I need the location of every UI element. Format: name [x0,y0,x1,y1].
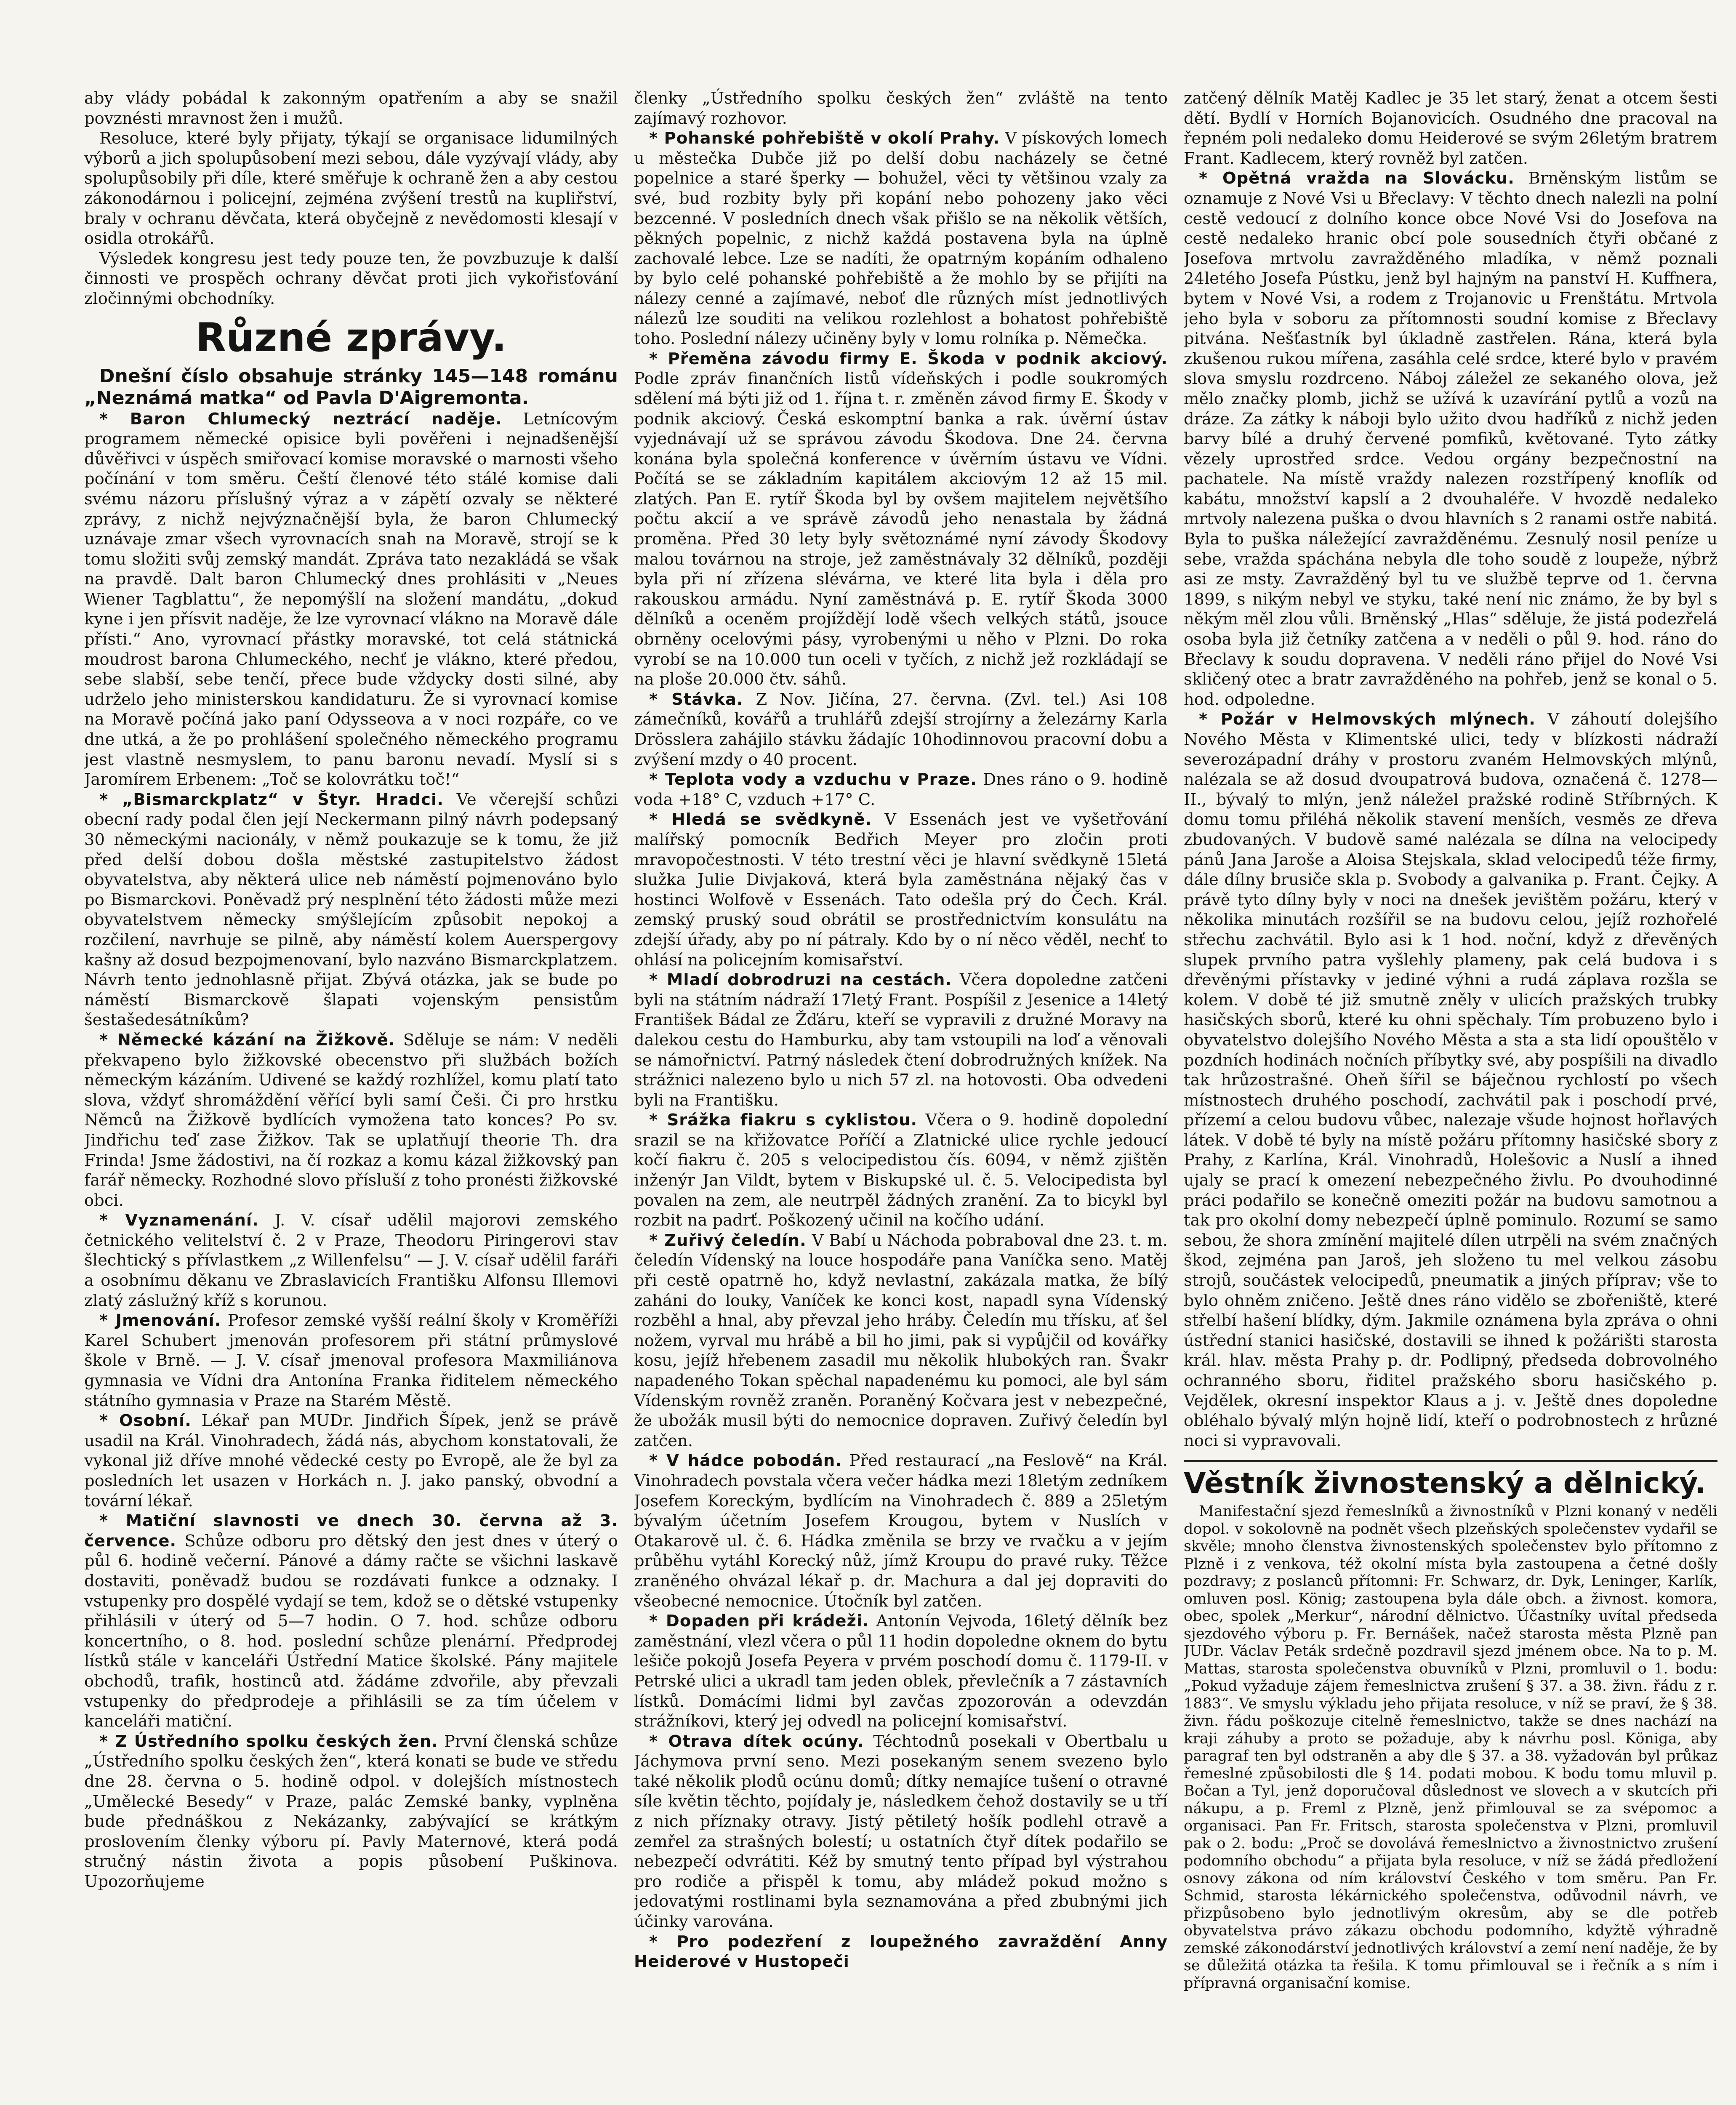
article-text: V Essenách jest ve vyšetřování malířský pomocník Bedřich Meyer pro zločin proti mravopočestnosti. V této trestní věci je hlavní svědkyně 15letá služka Julie Divjaková, která byla zaměstnána nějaký čas v hostinci Wolfově v Essenách. Tato odešla prý do Čech. Král. zemský pruský soud obrátil se prostřednictvím konsulátu na zdejší úřady, aby po ní pátraly. Kdo by o ní něco věděl, nechť to ohlásí na policejním komisařství. [634,810,1168,970]
column-2-articles [634,88,1168,1972]
article-heading: * Mladí dobrodruzi na cestách. [649,970,952,990]
article-text: Brněnským listům se oznamuje z Nové Vsi u Břeclavy: V těchto dnech nalezli na polní cestě vedoucí z dolního konce obce Nové Vsi do Josefova na cestě nedaleko hranic obcí pole sousedních čtyři občané z Josefova mrtvolu zavražděného mladíka, v němž poznali 24letého Josefa Pústku, jenž byl hajným na panství H. Kuffnera, bytem v Nové Vsi, a rodem z Trojanovic u Frenštátu. Mrtvola jeho byla v soboru za přítomnosti soudní komise z Břeclavy pitvána. Nešťastník byl úkladně zastřelen. Rána, která byla zkušenou rukou mířena, zasáhla celé srdce, které bylo v pravém slova smyslu rozdrceno. Náboj záležel ze sekaného olova, jež mělo značky plomb, jichž se užívá k uzavírání pytlů a vozů na dráze. Za zátky k náboji bylo užito dvou hadříků z nichž jeden barvy bílé a druhý červené pomfiků, květované. Tyto zátky vězely uprostřed srdce. Vedou orgány bezpečnostní na pachatele. Na místě vraždy nalezen rozstřípený knoflík od kabátu, množství kapslí a 2 dvouhaléře. V hvozdě nedaleko mrtvoly nalezena puška o dvou hlavních s 2 ranami ostře nabitá. Byla to puška náležející zavražděnému. Zesnulý nosil peníze u sebe, vražda spáchána nebyla dle toho soudě z loupeže, nýbrž asi ze msty. Zavražděný byl tu ve službě teprve od 1. června 1899, s nikým nebyl ve styku, také není nic známo, že by byl s někým měl zlou vůli. Brněnský „Hlas“ sděluje, že jistá podezřelá osoba byla již četníky zatčena a v neděli o půl 9. hod. ráno do Břeclavy k soudu dopravena. V neděli ráno přijel do Nové Vsi skličený otec a bratr zavražděného na pohřeb, jenž se konal o 5. hod. odpoledne. [1184,169,1717,709]
news-article [634,1732,1168,1932]
article-heading: * Přeměna závodu firmy E. Škoda v podnik akciový. [649,349,1168,368]
article-heading: * Osobní. [99,1411,192,1431]
news-article [634,1231,1168,1451]
article-text: Podle zpráv finančních listů vídeňských i podle soukromých sdělení má býti již od 1. října t. r. změněn závod firmy E. Škody v podnik akciový. Česká eskomptní banka a rak. úvěrní ústav vyjednávají už se správou závodu Škodova. Dne 24. června konána byla společná konference v úvěrním ústavu ve Vídni. Počítá se se základním kapitálem akciovým 12 až 15 mil. zlatých. Pan E. rytíř Škoda byl by ovšem majitelem největšího počtu akcií a ve správě závodů jeho nenastala by žádná proměna. Před 30 lety byly světoznámé nyní závody Škodovy malou továrnou na stroje, jež zaměstnávaly 32 dělníků, později byla při ní zřízena slévárna, ve které lita byla i děla pro rakouskou armádu. Nyní zaměstnává p. E. rytíř Škoda 3000 dělníků a oceněm projíždějí lodě všech velkých států, jsouce obrněny ocelovými pásy, vyrobenými u něho v Plzni. Do roka vyrobí se na 10.000 tun oceli v tyčích, z nichž jež rozkládají se na ploše 20.000 čtv. sáhů. [634,369,1168,689]
article-heading: * Opětná vražda na Slovácku. [1199,169,1515,188]
news-article [84,790,618,1030]
article-heading: * Matiční slavnosti ve dnech 30. června až 3. července. [84,1511,618,1551]
article-heading: * Z Ústředního spolku českých žen. [99,1732,438,1751]
column-3 [1184,88,1717,2105]
article-heading: * „Bismarckplatz“ v Štyr. Hradci. [99,790,444,809]
article-text: V záhoutí dolejšího Nového Města v Klimentské ulici, tedy v blízkosti nádraží severozápadní dráhy v prostoru zvaném Helmovských mlýnů, nalézala se až dosud dvoupatrová budova, označená č. 1278—II., bývalý to mlýn, jenž náležel pražské rodině Stříbrných. K domu tomu přiléhá několik stavení menších, vesměs ze dřeva zbudovaných. V budově samé nalézala se dílna na velocipedy pánů Jana Jaroše a Aloisa Stejskala, sklad velocipedů téže firmy, dále dílny brusiče skla p. Svobody a galvanika p. Frant. Čejky. A právě tyto dílny byly v noci na dnešek jevištěm požáru, který v několika minutách rozšířil se na budovu celou, jejíž rozhořelé střechu zachvátil. Bylo asi k 1 hod. noční, když z dřevěných slupek prvního patra vyšlehly plameny, pak celá budova i s dřevěnými přístavky v jediné výhni a rudá záplava rozšla se kolem. V době té již smutně zněly v ulicích pražských trubky hasičských sborů, které ku ohni spěchaly. Tím probuzeno bylo i obyvatelstvo dolejšího Nového Města a sta a sta lidí opouštělo v pozdních hodinách nočních příbytky své, aby pospíšili na divadlo tak hrůzostrašné. Oheň šířil se báječnou rychlostí po všech místnostech druhého poschodí, zachvátil pak i poschodí prvé, přízemí a celou budovu vůbec, nalezaje všude hojnost hořlavých látek. V době té byly na místě požáru přítomny hasičské sbory z Prahy, z Karlína, Král. Vinohradů, Holešovic a Nuslí a ihned ujaly se prací k omezení nebezpečného živlu. Po dvouhodinné práci podařilo se konečně omeziti požár na budovu samotnou a tak pro okolní domy nebezpečí úplně pominulo. Rozumí se samo sebou, že shora zmínění majitelé dílen utrpěli na svém značných škod, zejména pan Jaroš, jeh složeno tu mel velkou zásobu strojů, součástek velocipedů, pneumatik a jiných příprav; vše to bylo ohněm zničeno. Ještě dnes ráno vidělo se zbořeniště, které střelbí hašení blídky, dým. Jakmile oznámena byla zpráva o ohni ústřední stanici hasičské, dostavili se ihned k požárišti starosta král. hlav. města Prahy p. dr. Podlipný, předseda dobrovolného ochranného sboru, řiditel pražského sboru hasičského p. Vejdělek, okresní inspektor Klaus a j. v. Ještě dnes dopoledne obléhalo bývalý mlýn hojně lidí, kteří o podrobnostech z hrůzné noci si vypravovali. [1184,710,1717,1450]
news-article [1184,168,1717,709]
article-heading: * Vyznamenání. [99,1211,259,1230]
news-article [1184,709,1717,1451]
article-text: V Babí u Náchoda pobraboval dne 23. t. m. čeledín Vídenský na louce hospodáře pana Vaníčka seno. Matěj při cestě opatrně ho, když nevlastní, zakázala matka, že bílý zaháni do louky, Vaníček ke konci kost, napadl syna Vídenský rozběhl a hnal, aby převzal jeho hráby. Čeledín mu třísku, ať šel nožem, vyrval mu hrábě a bil ho jimi, pak si vypůjčil od kovářky kosu, jejíž hřebenem zasadil mu několik hlubokých ran. Švakr napadeného Tokan spěchal napadenému ku pomoci, ale byl sám Vídenským rovněž zraněn. Poraněný Kočvara jest v nebezpečné, že ubožák musil býti do nemocnice dopraven. Zuřivý čeledín byl zatčen. [634,1231,1168,1450]
article-text: Včera o 9. hodině dopolední srazil se na křižovatce Poříčí a Zlatnické ulice rychle jedoucí kočí fiakru č. 205 s velocipedistou čís. 6094, v němž zjištěn inženýr Jan Vildt, bytem v Biskupské ul. č. 5. Velocipedista byl povalen na zem, ale neutrpěl žádných zranění. Za to bicykl byl rozbit na padrť. Poškozený učinil na kočího udání. [634,1111,1168,1230]
news-article [634,1611,1168,1732]
article-heading: * Hledá se svědkyně. [649,810,872,829]
article-text: Profesor zemské vyšší reální školy v Kroměříži Karel Schubert jmenován profesorem při státní průmyslové škole v Brně. — J. V. císař jmenoval profesora Maxmiliánova gymnasia ve Vídni dra Antonína Franka řiditelem německého státního gymnasia v Praze na Starém Městě. [84,1311,618,1410]
news-article [634,1451,1168,1611]
news-article [1184,88,1717,168]
news-article [634,690,1168,770]
article-heading: * Požár v Helmovských mlýnech. [1199,710,1536,729]
column-3-articles [1184,88,1717,1451]
article-text: členky „Ústředního spolku českých žen“ zvláště na tento zajímavý rozhovor. [634,89,1168,128]
news-article [634,88,1168,128]
article-heading: * Otrava dítek ocúny. [649,1732,864,1751]
column-1-articles [84,409,618,1892]
article-heading: * Srážka fiakru s cyklistou. [649,1111,918,1130]
intro-paragraph-3: Výsledek kongresu jest tedy pouze ten, že povzbuzuje k další činnosti ve prospěch ochrany děvčat proti jich vykořisťování zločinnými obchodníky. [84,249,618,308]
article-text: Sděluje se nám: V neděli překvapeno bylo žižkovské obecenstvo při službách božích německým kázáním. Udivené se každý rozhlížel, komu platí tato slova, vždyť shromáždění věřící byli samí Češi. Či pro hrstku Němců na Žižkově bydlících vymožena tato konces? Po sv. Jindřichu teď zase Žižkov. Tak se uplatňují theorie Th. dra Frinda! Jsme žádostivi, na čí rozkaz a komu kázal žižkovský pan farář německy. Rozhodné slovo přísluší z toho pronésti žižkovské obci. [84,1030,618,1210]
intro-paragraph-2: Resoluce, které byly přijaty, týkají se organisace lidumilných výborů a jich spolupůsobení mezi sebou, dále vyzývají vlády, aby spolupůsobily při díle, které směřuje k ochraně žen a aby cestou zákonodárnou i policejní, zejména zvýšení trestů na kupliřství, braly v ochranu děvčata, která obyčejně z nevědomosti klesají v osidla otrokářů. [84,129,618,248]
article-text: Antonín Vejvoda, 16letý dělník bez zaměstnání, vlezl včera o půl 11 hodin dopoledne oknem do bytu lešiče pokojů Josefa Peyera v prvém poschodí domu č. 1179-II. v Petrské ulici a ukradl tam jeden oblek, převlečník a 7 zástavních lístků. Domácími lidmi byl zavčas zpozorován a odevzdán strážníkovi, který jej odvedl na policejní komisařství. [634,1612,1168,1731]
article-text: Téchtodnů posekali v Obertbalu u Jáchymova první seno. Mezi posekaným senem svezeno bylo také několik plodů ocúnu domů; dítky nemajíce tušení o otravné síle květin těchto, pojídaly je, následkem čehož dostavily se u tří z nich příznaky otravy. Jistý pětiletý hošík podlehl otravě a zemřel za strašných bolestí; u ostatních čtyř dítek podařilo se nebezpečí odvrátiti. Kéž by smutný tento případ byl výstrahou pro rodiče a přispěl k tomu, aby mládež pokud možno s jedovatými rostlinami byla seznamována a před zbubnými jich účinky varována. [634,1732,1168,1932]
article-heading: * Teplota vody a vzduchu v Praze. [649,770,977,789]
novel-notice: Dnešní číslo obsahuje stránky 145—148 románu „Neznámá matka“ od Pavla D'Aigremonta. [84,365,618,409]
article-text: Schůze odboru pro dětský den jest dnes v úterý o půl 6. hodině večerní. Pánové a dámy račte se všichni laskavě dostaviti, poněvadž budou se rozdávati funkce a odznaky. I vstupenky pro dospělé vydají se tem, kdož se o dětské vstupenky přihlásili v úterý od 5—7 hodin. O 7. hod. schůze odboru koncertního, o 8. hod. poslední schůze plenární. Předprodej lístků stále v kanceláři Ústřední Matice školské. Pány majitele obchodů, trafik, hostinců atd. žádáme zdvořile, aby převzali vstupenky do předprodeje a přihlásili se za tím účelem v kanceláři matiční. [84,1531,618,1731]
article-text: Včera dopoledne zatčeni byli na státním nádraží 17letý Frant. Pospíšil z Jesenice a 14letý František Bádal ze Žďáru, kteří se vypravili z družné Moravy na dalekou cestu do Hamburku, aby tam vstoupili na loď a věnovali se námořnictví. Patrný následek čtení dobrodružných knížek. Na strážnici nalezeno bylo u nich 57 zl. na hotovosti. Oba odvedeni byli na Františku. [634,970,1168,1110]
article-heading: * Pohanské pohřebiště v okolí Prahy. [649,129,1000,148]
section-divider [1184,1460,1717,1462]
news-article [84,1411,618,1511]
news-article [634,128,1168,349]
vestnik-article: Manifestační sjezd řemeslníků a živnostníků v Plzni konaný v neděli dopol. v sokolovně na podnět všech plzeňských společenstev vydařil se skvěle; mnoho členstva živnostenských společenstev bylo přítomno z Plzně i z venkova, též okolní místa byla zastoupena a četné došly pozdravy; z poslanců přítomni: Fr. Schwarz, dr. Dyk, Leninger, Karlík, omluven posl. König; zastoupena byla dále obch. a živnost. komora, obec, spolek „Merkur“, národní dělnictvo. Účastníky uvítal předseda sjezdového výboru p. Fr. Bernášek, načež starosta města Plzně pan JUDr. Václav Peták srdečně pozdravil sjezd jménem obce. Na to p. M. Mattas, starosta společenstva obuvníků v Plzni, promluvil o 1. bodu: „Pokud vyžaduje zájem řemeslnictva zrušení § 37. a 38. živn. řádu z r. 1883“. Ve smyslu výkladu jeho přijata resoluce, v níž se praví, že § 38. živn. řádu poškozuje citelně řemeslnictvo, takže se dnes nachází na kraji záhuby a proto se požaduje, aby k návrhu posl. Königa, aby paragraf ten byl odstraněn a aby dle § 37. a 38. vyžadován byl průkaz řemeslné způsobilosti dle § 14. podati mobou. K bodu tomu mluvil p. Bočan a Tyl, jenž doporučoval důslednost ve slovech a v skutcích při nákupu, a p. Freml z Plzně, jenž přimlouval se za svépomoc a organisaci. Pan Fr. Fritsch, starosta společenstva v Plzni, promluvil pak o 2. bodu: „Proč se dovolává řemeslnictvo a živnostnictvo zrušení podomního obchodu“ a přijata byla resoluce, v níž se žádá předložení osnovy zákona od ním království Českého v tom směru. Pan Fr. Schmid, starosta lékárnického společenstva, odůvodnil návrh, ve přizpůsobeno bylo jednotlivým okresům, aby se dle potřeb obyvatelstva právo zákazu obchodu podomního, kdyžtě výhradně zemské zákonodárství jednotlivých království a zemí není naděje, že by se důležitá otázka ta řešila. K tomu přimlouval se i řečník a s ním i přípravná organisační komise. [1184,1503,1717,1992]
article-heading: * Baron Chlumecký neztrácí naděje. [99,409,502,429]
article-text: J. V. císař udělil majorovi zemského četnického velitelství č. 2 v Praze, Theodoru Piringerovi stav šlechtický s přívlastkem „z Willenfelsu“ — J. V. císař udělil faráři a osobnímu děkanu ve Zbraslavicích Františku Alfonsu Illemovi zlatý záslužný kříž s korunou. [84,1211,618,1310]
article-text: Letnícovým programem německé opisice byli pověřeni i nejnadšenější důvěřivci v úspěch smiřovací komise moravské o marnosti všeho počínání v tom směru. Čeští členové této stálé komise dali svému názoru příslušný výraz a v zápětí ozvaly se některé zprávy, z nichž nejvýznačnější byla, že baron Chlumecký uznávaje zmar všech vyrovnacích snah na Moravě, strojí se k tomu složiti svůj zemský mandát. Zpráva tato nezakládá se však na pravdě. Dalt baron Chlumecký dnes prohlásiti v „Neues Wiener Tagblattu“, že nepomýšlí na složení mandátu, „dokud kyne i jen přísvit naděje, že lze vyrovnací vlákno na Moravě dále přísti.“ Ano, vyrovnací přástky moravské, tot celá státnická moudrost barona Chlumeckého, nechť je vlákno, které předou, sebe slabší, sebe tenčí, přece bude vždycky dosti silné, aby udrželo jeho ministerskou kandidaturu. Že si vyrovnací komise na Moravě počíná jako paní Odysseova a v noci rozpáře, co ve dne utká, a že po prohlášení společného německého programu jest vlastně nesmyslem, to panu baronu nevadí. Myslí si s Jaromírem Erbenem: „Toč se kolovrátku toč!“ [84,409,618,789]
article-text: Před restaurací „na Feslově“ na Král. Vinohradech povstala včera večer hádka mezi 18letým zedníkem Josefem Koreckým, bydlícím na Vinohradech č. 889 a 25letým bývalým účetním Josefem Krougou, bytem v Nuslích v Otakarově ul. č. 6. Hádka změnila se brzy ve rvačku a v jejím průběhu vytáhl Korecký nůž, jímž Kroupu do pravé ruky. Těžce zraněného ohvázal lékař p. dr. Machura a dal jej dopraviti do všeobecné nemocnice. Útočník byl zatčen. [634,1451,1168,1611]
article-text: Ve včerejší schůzi obecní rady podal člen její Neckermann pilný návrh podepsaný 30 německými nacionály, v němž poukazuje se k tomu, že již před delší dobou došla městské zastupitelstvo žádost obyvatelstva, aby některá ulice neb náměstí pojmenováno bylo po Bismarckovi. Poněvadž prý nesplnění této žádosti může mezi obyvatelstvem německy smýšlejícím způsobit nepokoj a rozčilení, navrhuje se pilně, aby náměstí kolem Auerspergovy kašny až dosud bezpojmenovaní, bylo nazváno Bismarckplatzem. Návrh tento jednohlasně přijat. Zbývá otázka, jak se bude po náměstí Bismarckově šlapati vojenským pensistům šestašedesátníkům? [84,790,618,1030]
news-article [634,1932,1168,1972]
vestnik-section-title: Věstník živnostenský a dělnický. [1184,1467,1706,1500]
article-text: Lékař pan MUDr. Jindřich Šípek, jenž se právě usadil na Král. Vinohradech, žádá nás, abychom konstatovali, že vykonal již dříve mnohé vědecké cesty po Evropě, ale že byl za posledních let usazen v Horkách n. J. jako panský, obvodní a tovární lékař. [84,1411,618,1511]
article-text: Z Nov. Jičína, 27. června. (Zvl. tel.) Asi 108 zámečníků, kovářů a truhlářů zdejší strojírny a železárny Karla Drösslera zahájilo stávku žádajíc 10hodinnovou pracovní dobu a zvýšení mzdy o 40 procent. [634,690,1168,769]
column-2 [634,88,1168,2105]
news-article [634,349,1168,690]
news-article [84,1311,618,1411]
news-article [634,1110,1168,1231]
section-title: Různé zprávy. [195,314,507,361]
news-article [84,1030,618,1210]
article-heading: * Stávka. [649,690,743,709]
news-article [84,1210,618,1311]
article-heading: * Jmenování. [99,1311,221,1330]
article-heading: * Zuřivý čeledín. [649,1231,807,1250]
news-article [634,810,1168,970]
article-heading: * Německé kázání na Žižkově. [99,1030,395,1050]
article-heading: * Dopaden při krádeži. [649,1612,869,1631]
article-text: První členská schůze „Ústředního spolku českých žen“, která konati se bude ve středu dne 28. června o 5. hodině odpol. v dolejších místnostech „Umělecké Besedy“ v Praze, palác Zemské banky, vyplněna bude přednáškou z Nekázanky, zabývající se krátkým proslovením členky výboru pí. Pavly Maternové, která podá stručný nástin života a popis působení Puškinova. Upozorňujeme [84,1732,618,1891]
article-text: zatčený dělník Matěj Kadlec je 35 let starý, ženat a otcem šesti dětí. Bydlí v Horních Bojanovicích. Osudného dne pracoval na řepném poli nedaleko domu Heiderové se svým 26letým bratrem Frant. Kadlecem, který rovněž byl zatčen. [1184,89,1717,168]
news-article [84,409,618,790]
article-text: Dnes ráno o 9. hodině voda +18° C, vzduch +17° C. [634,770,1168,809]
article-heading: * V hádce pobodán. [649,1451,842,1471]
intro-paragraph-1: aby vlády pobádal k zakonným opatřením a aby se snažil povznésti mravnost žen i mužů. [84,89,618,128]
news-article [84,1732,618,1892]
article-heading: * Pro podezření z loupežného zavraždění Anny Heiderové v Hustopeči [634,1932,1168,1972]
column-1 [84,88,618,2105]
news-article [84,1511,618,1732]
news-article [634,770,1168,810]
article-text: V pískových lomech u městečka Dubče již po delší dobu nacházely se četné popelnice a staré šperky — bohužel, věci ty většinou vzaly za své, bud rozbity byly při kopání nebo pohozeny jako věci bezcenné. V posledních dnech však přišlo se na několik větších, pěkných popelnic, z nichž každá postavena byla na úplně zachovalé lebce. Lze se nadíti, že opatrným kopáním odhaleno by bylo celé pohanské pohřebiště a že mohlo by se přijíti na nálezy cenné a zajímavé, neboť dle různých míst jednotlivých nálezů lze souditi na velikou rozlehlost a bohatost pohřebiště toho. Poslední nálezy učiněny byly v lomu rolníka p. Němečka. [634,129,1168,349]
news-article [634,970,1168,1110]
